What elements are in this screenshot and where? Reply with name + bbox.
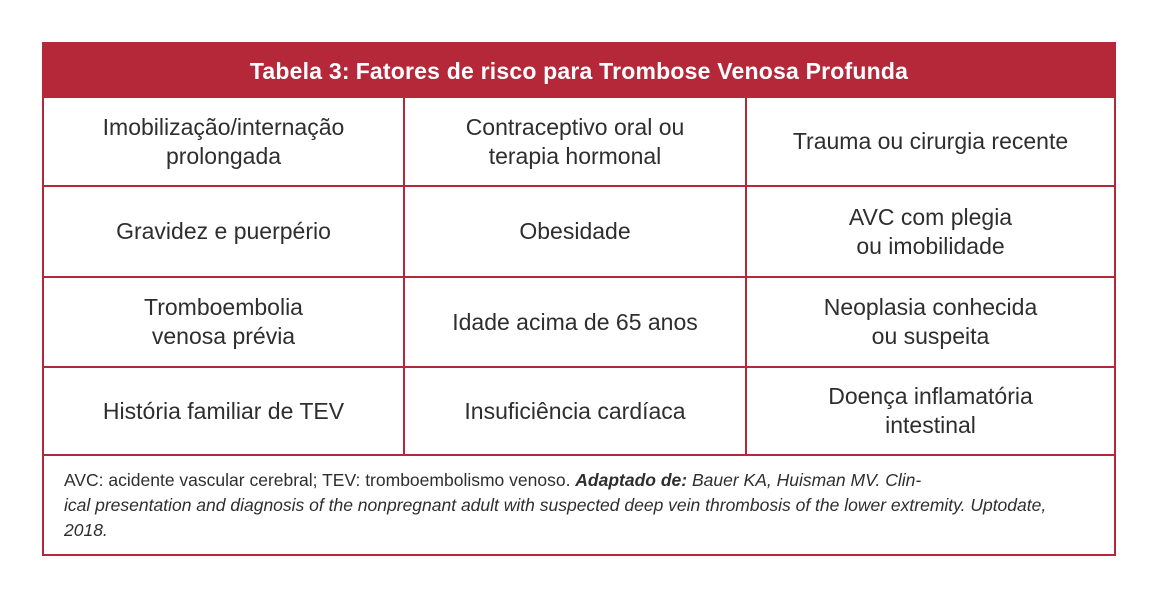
table-cell: Tromboembolia venosa prévia	[44, 278, 405, 368]
footnote-abbreviations: AVC: acidente vascular cerebral; TEV: tromboembolismo venoso.	[64, 470, 576, 490]
table-cell: Obesidade	[405, 187, 747, 278]
table-cell: Contraceptivo oral ou terapia hormonal	[405, 98, 747, 187]
table-cell: Gravidez e puerpério	[44, 187, 405, 278]
table-cell: História familiar de TEV	[44, 368, 405, 456]
table-title: Fatores de risco para Trombose Venosa Profunda	[355, 57, 909, 84]
footnote-reference: Bauer KA, Huisman MV. Clin- ical presentation and diagnosis of the nonpregnant adult with suspected deep vein thrombosis of the lower extremity. Uptodate, 2018.	[64, 470, 1047, 540]
table-cell: Insuficiência cardíaca	[405, 368, 747, 456]
table-cell: Imobilização/internação prolongada	[44, 98, 405, 187]
table-cell: Doença inflamatória intestinal	[747, 368, 1114, 456]
table-footnote	[44, 456, 1114, 543]
table-body	[44, 98, 1114, 456]
risk-factors-table	[42, 42, 1116, 556]
table-cell: AVC com plegia ou imobilidade	[747, 187, 1114, 278]
table-cell: Trauma ou cirurgia recente	[747, 98, 1114, 187]
table-title-bar	[44, 44, 1114, 98]
table-cell: Neoplasia conhecida ou suspeita	[747, 278, 1114, 368]
footnote-adapted-label: Adaptado de:	[575, 470, 688, 490]
table-cell: Idade acima de 65 anos	[405, 278, 747, 368]
table-title-prefix: Tabela 3:	[249, 57, 350, 84]
